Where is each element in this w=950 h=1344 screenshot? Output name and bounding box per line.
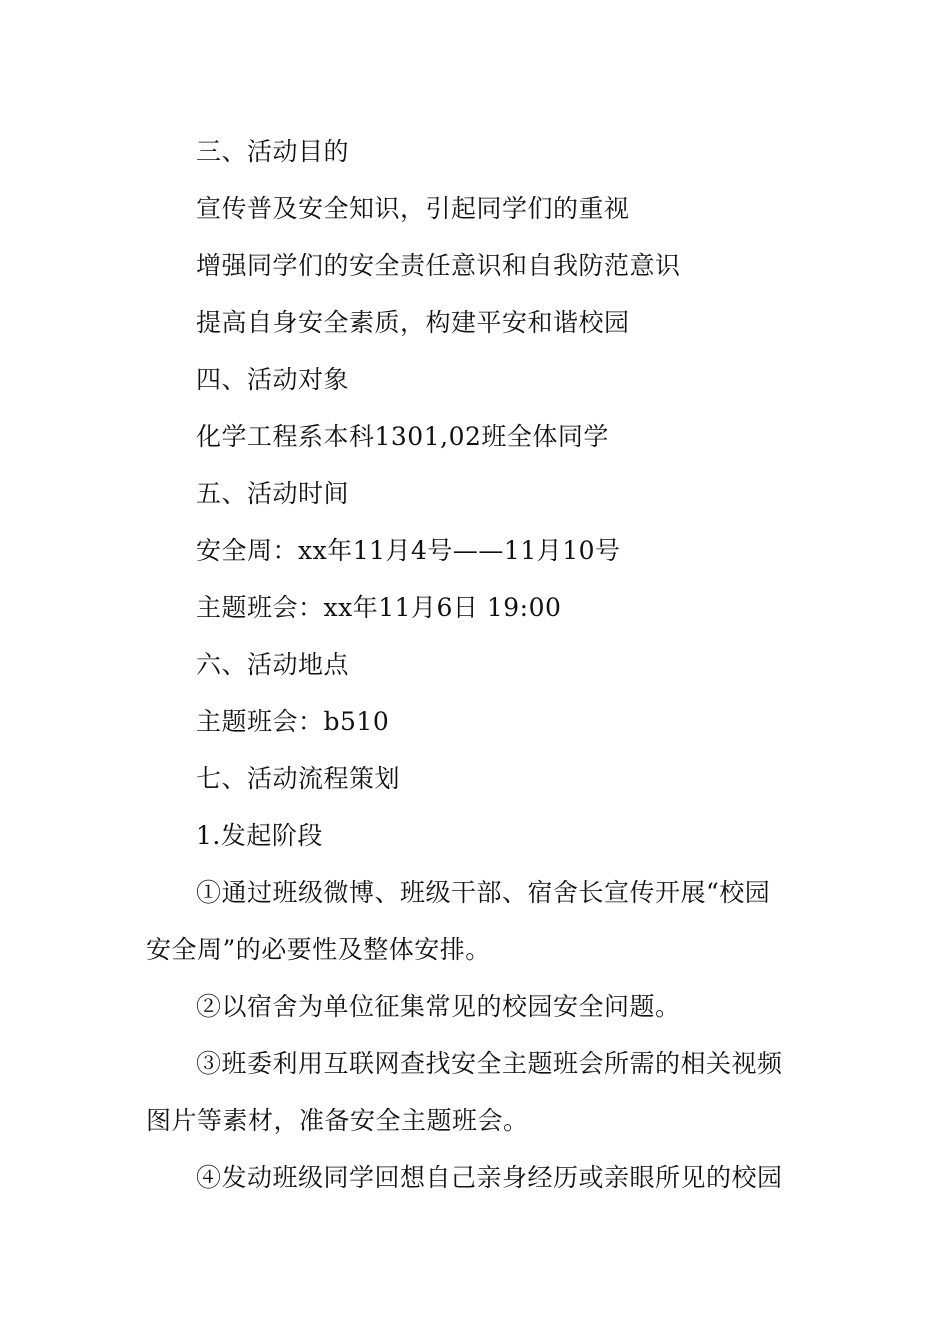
purpose-item-1: 宣传普及安全知识，引起同学们的重视 [196,194,630,223]
process-step-1: ①通过班级微博、班级干部、宿舍长宣传开展“校园 [196,878,771,907]
heading-purpose: 三、活动目的 [196,137,350,166]
audience-text: 化学工程系本科1301,02班全体同学 [196,422,609,451]
heading-time: 五、活动时间 [196,479,350,508]
purpose-item-3: 提高自身安全素质，构建平安和谐校园 [196,308,630,337]
heading-audience: 四、活动对象 [196,365,350,394]
purpose-item-2: 增强同学们的安全责任意识和自我防范意识 [196,251,681,280]
heading-process: 七、活动流程策划 [196,764,401,793]
location-text: 主题班会：b510 [196,707,390,736]
time-class-meeting: 主题班会：xx年11月6日 19:00 [196,593,562,622]
time-safety-week: 安全周：xx年11月4号——11月10号 [196,536,621,565]
process-step-2: ②以宿舍为单位征集常见的校园安全问题。 [196,992,681,1021]
heading-location: 六、活动地点 [196,650,350,679]
process-step-3-cont: 图片等素材，准备安全主题班会。 [146,1106,529,1135]
process-step-1-cont: 安全周”的必要性及整体安排。 [146,935,491,964]
process-step-4: ④发动班级同学回想自己亲身经历或亲眼所见的校园 [196,1163,783,1192]
process-stage-1: 1.发起阶段 [196,821,323,850]
process-step-3: ③班委利用互联网查找安全主题班会所需的相关视频 [196,1049,783,1078]
